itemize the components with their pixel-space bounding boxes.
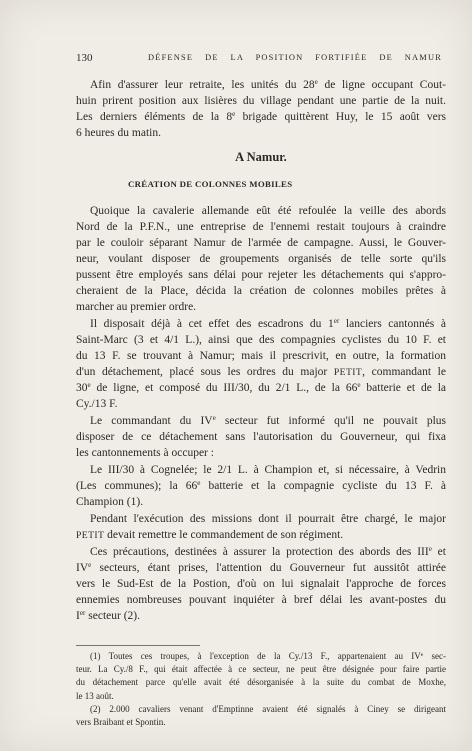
superscript: e [232,110,236,119]
small-caps-text: PETIT [333,367,363,378]
subsection-title: CRÉATION DE COLONNES MOBILES [128,179,293,189]
text-run: ennemies nombreuses pouvant inquiéter à bref délai les avant-postes du [76,594,446,606]
text-run: devait remettre le commandement de son régiment. [104,529,344,541]
text-line [76,219,446,235]
text-run: Afin d'assurer leur retraite, les unités du 28 [90,79,315,91]
text-line [76,267,446,283]
text-line [76,429,446,445]
text-line [76,348,446,364]
footnote-2 [76,703,446,729]
text-line [76,511,446,527]
text-line [76,413,446,429]
text-run: Quoique la cavalerie allemande eût été refoulée la veille des abords [90,205,446,217]
text-line [76,77,446,93]
text-line [76,650,446,663]
paragraph [76,203,446,315]
text-run: 6 heures du matin. [76,127,161,139]
paragraph [76,316,446,412]
text-run: batterie et la compagnie cycliste du 13 F. à [200,480,446,492]
text-run: secteur (2). [85,610,140,622]
paragraph [76,413,446,461]
text-run: le 13 août. [76,690,114,701]
text-run: vers Braibant et Spontin. [76,716,166,727]
superscript: e [88,561,92,570]
text-line [76,299,446,315]
text-run: (1) Toutes ces troupes, à l'exception de la Cy./13 F., appartenaient au IV [90,651,421,661]
text-run: (2) 2.000 cavaliers venant d'Emptinne avaient été signalés à Ciney se dirigeant [90,703,446,714]
superscript: e [420,651,424,658]
text-run: teur. La Cy./8 F., qui était affectée à ce secteur, ne peut être désignée pour faire partie [76,664,446,675]
text-line [76,462,446,478]
text-line [76,690,446,703]
text-run: Le commandant du IV [90,415,213,427]
text-run: 30 [76,382,88,394]
text-line [76,527,446,543]
text-run: neur, voulant disposer de groupements organisés de telle sorte qu'ils [76,253,446,265]
footnote-separator [76,645,200,646]
small-caps-text: PETIT [76,530,105,541]
text-line [76,445,446,461]
text-run: et [431,546,446,558]
text-line [76,676,446,689]
text-run: secteurs, étant prises, l'attention du Gouverneur fut aussitôt attirée [91,562,446,574]
text-run: de ligne, et composé du III/30, du 2/1 L., de la 66 [90,382,358,394]
text-line [76,494,446,510]
paragraph [76,462,446,510]
text-run: , commandant le [362,366,446,378]
text-line [76,203,446,219]
superscript: e [357,381,361,390]
text-run: cheraient de la Place, décida la création de colonnes mobiles prêtes à [76,285,446,297]
text-run: du détachement parce qu'elle avait été désorganisée à la suite du combat de Moxhe, [76,677,446,688]
text-line [76,332,446,348]
text-run: Le III/30 à Cognelée; le 2/1 L. à Champion et, si nécessaire, à Vedrin [90,464,446,476]
text-run: Saint-Marc (3 et 4/1 L.), ainsi que des compagnies cyclistes du 10 F. et [76,334,446,346]
text-run: I [76,610,80,622]
text-line [76,608,446,624]
footnotes [76,650,446,729]
text-run: brigade quittèrent Huy, le 15 août vers [235,111,446,123]
text-run: lanciers cantonnés à [339,318,446,330]
text-run: Nord de la P.F.N., une entreprise de l'ennemi restait toujours à craindre [76,221,446,233]
text-run: d'un détachement, placé sous les ordres du major [76,366,334,378]
text-line [76,663,446,676]
text-line [76,235,446,251]
text-line [76,703,446,716]
text-run: par le couloir séparant Namur de l'armée de campagne. Aussi, le Gouver- [76,237,446,249]
superscript: e [428,545,432,554]
text-run: marcher au premier ordre. [76,301,197,313]
text-run: Les derniers éléments de la 8 [76,111,233,123]
text-line [76,576,446,592]
text-run: les cantonnements à occuper : [76,447,214,459]
text-line [76,109,446,125]
text-line [76,364,446,380]
text-run: Cy./13 F. [76,398,118,410]
text-run: disposer de ce détachement sans l'autorisation du Gouverneur, qui fixa [76,431,446,443]
text-line [76,380,446,396]
page-number: 130 [76,52,93,64]
text-run: secteur fut informé qu'il ne pouvait plus [215,415,446,427]
text-run: sec- [423,651,446,661]
superscript: e [87,381,91,390]
text-line [76,716,446,729]
text-run: vers le Sud-Est de la Postion, d'où on lui signalait l'approche de forces [76,578,446,590]
footnote-1 [76,650,446,703]
text-column [76,77,446,624]
text-line [76,544,446,560]
text-run: (Les communes); la 66 [76,480,198,492]
text-run: Il disposait déjà à cet effet des escadrons du 1 [90,318,334,330]
text-line [76,560,446,576]
text-line [76,592,446,608]
superscript: e [212,414,216,423]
text-run: Ces précautions, destinées à assurer la protection des abords des III [90,546,429,558]
text-line [76,478,446,494]
paragraph [76,511,446,543]
text-run: IV [76,562,89,574]
superscript: e [314,78,318,87]
opening-paragraph [76,77,446,141]
text-run: du 13 F. se trouvant à Namur; mais il prescrivit, en outre, la formation [76,350,446,362]
text-run: batterie et de la [360,382,446,394]
running-title: DÉFENSE DE LA POSITION FORTIFIÉE DE NAMUR [148,53,442,62]
superscript: er [333,317,340,326]
superscript: e [197,479,201,488]
paragraph [76,544,446,624]
text-line [76,316,446,332]
text-line [76,93,446,109]
text-line [76,251,446,267]
text-run: de ligne occupant Cout- [317,79,446,91]
text-run: Champion (1). [76,496,144,508]
text-run: pussent être employés sans délai pour rejeter les détachements qui s'appro- [76,269,446,281]
text-run: huin prirent position aux lisières du village pendant une partie de la nuit. [76,95,446,107]
text-run: Pendant l'exécution des missions dont il pourrait être chargé, le major [90,513,446,525]
section-title: A Namur. [235,150,287,164]
superscript: er [79,609,86,618]
text-line [76,396,446,412]
text-line [76,283,446,299]
text-line [76,125,446,141]
